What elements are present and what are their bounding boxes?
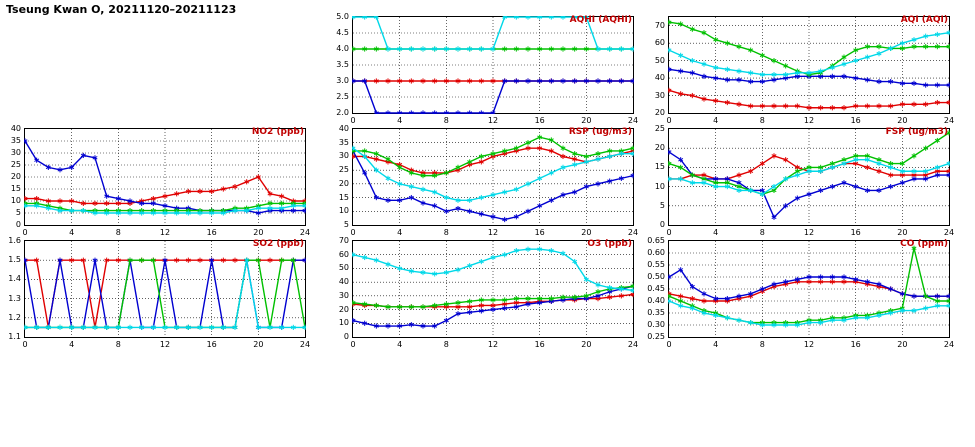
ytick-label: 40 — [654, 73, 665, 83]
ytick-label: 3.0 — [336, 76, 349, 85]
xtick-label: 24 — [627, 228, 639, 237]
xtick-label: 12 — [159, 340, 171, 349]
ytick-label: 2.5 — [336, 92, 349, 101]
panel-title-aqi: AQI (AQI) — [900, 15, 948, 25]
xtick-label: 4 — [713, 116, 719, 125]
xtick-label: 4 — [713, 228, 719, 237]
xtick-label: 20 — [897, 228, 908, 237]
panel-title-fsp: FSP (ug/m3) — [885, 127, 948, 137]
ytick-label: 15 — [10, 184, 21, 193]
ytick-label: 40 — [338, 277, 349, 287]
ytick-label: 20 — [338, 304, 349, 314]
ytick-label: 35 — [338, 137, 349, 147]
xtick-label: 12 — [487, 116, 499, 125]
ytick-label: 0.30 — [647, 320, 665, 329]
plot-svg-aqi — [668, 16, 950, 114]
chart-panel-co — [647, 236, 955, 352]
ytick-label: 25 — [338, 165, 349, 175]
panel-title-o3: O3 (ppb) — [587, 239, 632, 249]
xtick-label: 0 — [666, 340, 672, 349]
ytick-label: 2.0 — [336, 108, 349, 117]
ytick-label: 20 — [338, 178, 349, 188]
xtick-label: 24 — [943, 340, 955, 349]
ytick-label: 0 — [15, 220, 21, 229]
xtick-label: 4 — [713, 340, 719, 349]
xtick-label: 20 — [581, 116, 592, 125]
ytick-label: 1.6 — [8, 236, 21, 245]
ytick-label: 70 — [654, 20, 665, 30]
xtick-label: 8 — [759, 116, 765, 125]
xtick-label: 16 — [850, 116, 861, 125]
ytick-label: 0.50 — [647, 272, 665, 281]
xtick-label: 16 — [534, 116, 545, 125]
xtick-label: 16 — [534, 228, 545, 237]
page-title: Tseung Kwan O, 20211120–20211123 — [6, 3, 237, 16]
ytick-label: 5 — [343, 220, 349, 229]
ytick-label: 0.35 — [647, 308, 665, 317]
ytick-label: 0.40 — [647, 296, 665, 305]
panel-title-no2: NO2 (ppb) — [251, 127, 304, 137]
xtick-label: 16 — [850, 228, 861, 237]
ytick-label: 0.65 — [647, 236, 665, 245]
xtick-label: 20 — [581, 340, 592, 349]
ytick-label: 25 — [654, 124, 665, 133]
xtick-label: 12 — [159, 228, 171, 237]
series-series-blue — [668, 67, 950, 88]
xtick-label: 0 — [666, 228, 672, 237]
ytick-label: 4.0 — [336, 44, 349, 53]
xtick-label: 20 — [897, 116, 908, 125]
ytick-label: 1.3 — [8, 293, 21, 303]
ytick-label: 30 — [10, 148, 21, 157]
xtick-label: 0 — [22, 340, 28, 349]
series-series-red — [668, 88, 950, 111]
xtick-label: 24 — [627, 340, 639, 349]
ytick-label: 10 — [338, 318, 349, 328]
xtick-label: 24 — [627, 116, 639, 125]
xtick-label: 16 — [534, 340, 545, 349]
xtick-label: 24 — [943, 116, 955, 125]
ytick-label: 30 — [338, 151, 349, 161]
xtick-label: 16 — [206, 228, 217, 237]
chart-panel-so2 — [8, 236, 311, 352]
ytick-label: 3.5 — [336, 60, 349, 69]
xtick-label: 12 — [803, 228, 815, 237]
chart-panel-rsp — [338, 124, 639, 240]
ytick-label: 20 — [10, 172, 21, 181]
ytick-label: 0 — [659, 220, 665, 229]
ytick-label: 15 — [338, 192, 349, 202]
ytick-label: 70 — [338, 236, 349, 245]
chart-panel-o3 — [338, 236, 639, 352]
ytick-label: 10 — [10, 196, 21, 205]
xtick-label: 8 — [115, 340, 121, 349]
ytick-label: 35 — [10, 136, 21, 145]
ytick-label: 30 — [654, 90, 665, 100]
xtick-label: 4 — [397, 340, 403, 349]
xtick-label: 12 — [803, 116, 815, 125]
ytick-label: 1.5 — [8, 255, 21, 265]
ytick-label: 60 — [338, 249, 349, 259]
xtick-label: 0 — [350, 340, 356, 349]
xtick-label: 8 — [443, 228, 449, 237]
ytick-label: 60 — [654, 38, 665, 48]
ytick-label: 15 — [654, 162, 665, 172]
ytick-label: 20 — [654, 108, 665, 117]
plot-svg-so2 — [24, 240, 306, 338]
plot-svg-o3 — [352, 240, 634, 338]
ytick-label: 1.4 — [8, 274, 21, 284]
xtick-label: 16 — [206, 340, 217, 349]
ytick-label: 4.5 — [336, 28, 349, 37]
ytick-label: 1.1 — [8, 332, 21, 341]
xtick-label: 20 — [897, 340, 908, 349]
ytick-label: 0.25 — [647, 332, 665, 341]
xtick-label: 8 — [443, 340, 449, 349]
xtick-label: 12 — [487, 340, 499, 349]
xtick-label: 24 — [299, 228, 311, 237]
xtick-label: 4 — [397, 116, 403, 125]
panel-title-co: CO (ppm) — [900, 239, 948, 249]
plot-svg-fsp — [668, 128, 950, 226]
xtick-label: 24 — [943, 228, 955, 237]
xtick-label: 8 — [759, 228, 765, 237]
ytick-label: 25 — [10, 160, 21, 169]
xtick-label: 12 — [487, 228, 499, 237]
xtick-label: 20 — [253, 340, 264, 349]
xtick-label: 4 — [397, 228, 403, 237]
plot-svg-co — [668, 240, 950, 338]
ytick-label: 30 — [338, 290, 349, 300]
panel-title-so2: SO2 (ppb) — [252, 239, 304, 249]
xtick-label: 20 — [253, 228, 264, 237]
chart-panel-no2 — [10, 124, 311, 240]
plot-svg-no2 — [24, 128, 306, 226]
xtick-label: 4 — [69, 228, 75, 237]
xtick-label: 8 — [443, 116, 449, 125]
xtick-label: 0 — [666, 116, 672, 125]
xtick-label: 0 — [22, 228, 28, 237]
ytick-label: 0.60 — [647, 248, 665, 257]
plot-svg-aqhi — [352, 16, 634, 114]
xtick-label: 20 — [581, 228, 592, 237]
xtick-label: 12 — [803, 340, 815, 349]
ytick-label: 20 — [654, 143, 665, 153]
ytick-label: 40 — [10, 124, 21, 133]
ytick-label: 1.2 — [8, 312, 21, 322]
xtick-label: 4 — [69, 340, 75, 349]
xtick-label: 0 — [350, 116, 356, 125]
ytick-label: 50 — [654, 55, 665, 65]
xtick-label: 8 — [759, 340, 765, 349]
ytick-label: 5 — [659, 200, 665, 210]
xtick-label: 24 — [299, 340, 311, 349]
panel-title-rsp: RSP (ug/m3) — [568, 127, 632, 137]
chart-panel-aqhi — [336, 12, 639, 128]
ytick-label: 0 — [343, 332, 349, 341]
xtick-label: 8 — [115, 228, 121, 237]
ytick-label: 40 — [338, 124, 349, 133]
xtick-label: 0 — [350, 228, 356, 237]
plot-svg-rsp — [352, 128, 634, 226]
chart-panel-aqi — [654, 15, 955, 128]
ytick-label: 0.45 — [647, 284, 665, 293]
ytick-label: 5.0 — [336, 12, 349, 21]
ytick-label: 0.55 — [647, 260, 665, 269]
ytick-label: 5 — [15, 208, 21, 217]
ytick-label: 50 — [338, 263, 349, 273]
ytick-label: 10 — [654, 181, 665, 191]
chart-panel-fsp — [654, 124, 955, 240]
ytick-label: 10 — [338, 206, 349, 216]
xtick-label: 16 — [850, 340, 861, 349]
panel-title-aqhi: AQHI (AQHI) — [569, 15, 632, 25]
